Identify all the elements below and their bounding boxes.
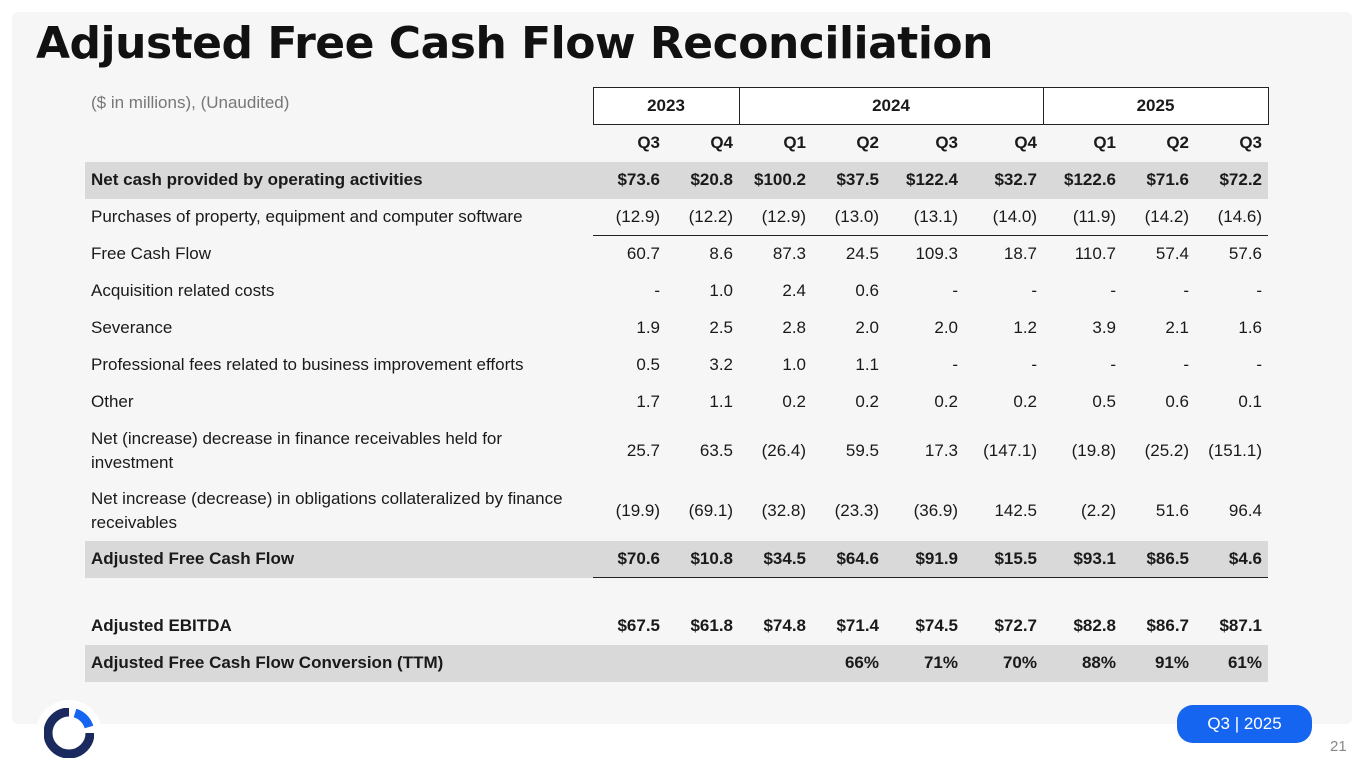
value-cell: - [654,281,660,300]
row-label: Purchases of property, equipment and computer software [91,207,523,226]
quarter-header: Q3 [637,133,660,153]
row-label: Adjusted Free Cash Flow Conversion (TTM) [85,645,593,682]
value-cell: $122.6 [1043,162,1122,199]
value-cell: $32.7 [964,162,1043,199]
quarter-header-row [85,125,1268,162]
value-cell: 57.6 [1195,236,1268,273]
page-title: Adjusted Free Cash Flow Reconciliation [36,18,993,69]
value-cell: - [1110,355,1116,374]
table-row [85,481,1268,541]
value-cell: $87.1 [1219,616,1262,635]
value-cell: 59.5 [845,440,879,460]
value-cell: 8.6 [666,236,739,273]
row-label: Net cash provided by operating activities [85,162,593,199]
company-logo [36,700,102,766]
value-cell: $82.8 [1073,616,1116,635]
value-cell: - [1183,355,1189,374]
value-cell: $86.7 [1146,616,1189,635]
value-cell: - [1256,355,1262,374]
value-cell: 0.2 [782,392,806,411]
units-note: ($ in millions), (Unaudited) [91,93,290,112]
row-label: Adjusted Free Cash Flow [85,541,593,578]
value-cell: (36.9) [913,500,958,520]
value-cell: 3.2 [709,355,733,374]
year-header-row [85,88,1268,125]
value-cell: 70% [964,645,1043,682]
value-cell: 1.9 [636,318,660,337]
value-cell: $64.6 [812,541,885,578]
row-label: Severance [91,318,173,337]
table-row [85,645,1268,682]
value-cell: (25.2) [1144,440,1189,460]
year-header-2023: 2023 [593,88,739,125]
value-cell: $71.4 [836,616,879,635]
reconciliation-table [85,87,1269,682]
value-cell: 60.7 [593,236,666,273]
value-cell: 71% [885,645,964,682]
value-cell: (19.9) [615,500,660,520]
value-cell: $100.2 [739,162,812,199]
value-cell: $74.5 [915,616,958,635]
value-cell: (23.3) [834,500,879,520]
value-cell [593,645,666,682]
quarter-header: Q4 [710,133,733,153]
value-cell: 0.6 [1165,392,1189,411]
value-cell: 2.0 [855,318,879,337]
table-row [85,310,1268,347]
value-cell: 63.5 [699,440,733,460]
value-cell: $71.6 [1122,162,1195,199]
value-cell: $15.5 [964,541,1043,578]
value-cell: 109.3 [885,236,964,273]
year-header-2024: 2024 [739,88,1043,125]
value-cell: 0.2 [855,392,879,411]
row-label: Free Cash Flow [91,244,211,263]
value-cell: 0.5 [636,355,660,374]
value-cell: 0.6 [855,281,879,300]
value-cell: 1.1 [709,392,733,411]
value-cell: 0.5 [1092,392,1116,411]
row-label: Professional fees related to business improvement efforts [91,355,524,374]
table-row [85,347,1268,384]
row-label: Net increase (decrease) in obligations collateralized by finance receivables [91,488,563,532]
table-row [85,541,1268,578]
quarter-header: Q1 [1093,133,1116,153]
value-cell: 91% [1122,645,1195,682]
value-cell: 57.4 [1122,236,1195,273]
quarter-header: Q2 [856,133,879,153]
quarter-header: Q4 [1014,133,1037,153]
value-cell: $122.4 [885,162,964,199]
value-cell: $4.6 [1195,541,1268,578]
value-cell: $72.7 [994,616,1037,635]
value-cell [739,645,812,682]
quarter-header: Q2 [1166,133,1189,153]
value-cell: $34.5 [739,541,812,578]
value-cell: (2.2) [1081,500,1116,520]
value-cell: $86.5 [1122,541,1195,578]
value-cell: $91.9 [885,541,964,578]
year-header-2025: 2025 [1043,88,1268,125]
value-cell: - [1256,281,1262,300]
value-cell: 2.1 [1165,318,1189,337]
value-cell: 1.2 [1013,318,1037,337]
value-cell: - [1031,355,1037,374]
value-cell: 51.6 [1155,500,1189,520]
value-cell: (32.8) [761,500,806,520]
value-cell: $70.6 [593,541,666,578]
table-row [85,162,1268,199]
value-cell: 2.4 [782,281,806,300]
value-cell: $20.8 [666,162,739,199]
table-body [85,162,1268,682]
value-cell: (13.1) [913,206,958,226]
table-row [85,273,1268,310]
value-cell: (26.4) [761,440,806,460]
value-cell: $67.5 [617,616,660,635]
value-cell: (14.0) [992,206,1037,226]
value-cell: $72.2 [1195,162,1268,199]
value-cell: 17.3 [924,440,958,460]
quarter-header: Q1 [783,133,806,153]
value-cell: 2.8 [782,318,806,337]
value-cell: (19.8) [1071,440,1116,460]
table-row [85,608,1268,645]
value-cell: 2.0 [934,318,958,337]
value-cell: 0.2 [1013,392,1037,411]
value-cell: 0.1 [1238,392,1262,411]
value-cell: (151.1) [1208,440,1262,460]
year-header-spacer [85,88,593,125]
value-cell: 25.7 [626,440,660,460]
value-cell: - [1031,281,1037,300]
value-cell: (12.9) [761,206,806,226]
value-cell: $10.8 [666,541,739,578]
value-cell: 1.0 [782,355,806,374]
value-cell: $61.8 [690,616,733,635]
value-cell: 0.2 [934,392,958,411]
value-cell: $93.1 [1043,541,1122,578]
value-cell: 18.7 [964,236,1043,273]
table-row [85,199,1268,236]
value-cell: $37.5 [812,162,885,199]
value-cell: 1.1 [855,355,879,374]
value-cell: 142.5 [994,500,1037,520]
value-cell: (14.2) [1144,206,1189,226]
value-cell: (11.9) [1072,206,1116,226]
quarter-header: Q3 [1239,133,1262,153]
page-number: 21 [1330,738,1347,755]
value-cell: - [1183,281,1189,300]
table-row [85,236,1268,273]
value-cell: - [952,281,958,300]
value-cell: 61% [1195,645,1268,682]
value-cell: 1.6 [1238,318,1262,337]
row-label: Other [91,392,134,411]
value-cell: $74.8 [763,616,806,635]
value-cell: - [1110,281,1116,300]
value-cell: (69.1) [688,500,733,520]
value-cell: (13.0) [834,206,879,226]
row-label: Net (increase) decrease in finance receivables held for investment [91,428,503,472]
value-cell: 110.7 [1043,236,1122,273]
value-cell: 87.3 [739,236,812,273]
quarter-header-spacer [85,125,593,162]
value-cell: 24.5 [812,236,885,273]
spacer-cell [85,578,1268,608]
table-row [85,384,1268,421]
value-cell: - [952,355,958,374]
quarter-header: Q3 [935,133,958,153]
value-cell: 1.0 [709,281,733,300]
value-cell: 3.9 [1092,318,1116,337]
value-cell [666,645,739,682]
value-cell: 88% [1043,645,1122,682]
table-row [85,421,1268,481]
value-cell: (147.1) [983,440,1037,460]
value-cell: 2.5 [709,318,733,337]
value-cell: (12.9) [615,206,660,226]
spacer-row [85,578,1268,608]
value-cell: (12.2) [688,206,733,226]
row-label: Acquisition related costs [91,281,275,300]
value-cell: $73.6 [593,162,666,199]
value-cell: 66% [812,645,885,682]
value-cell: 1.7 [636,392,660,411]
value-cell: (14.6) [1217,206,1262,226]
row-label: Adjusted EBITDA [91,616,232,635]
ring-logo-icon [44,708,94,758]
period-badge: Q3 | 2025 [1177,705,1312,743]
value-cell: 96.4 [1228,500,1262,520]
